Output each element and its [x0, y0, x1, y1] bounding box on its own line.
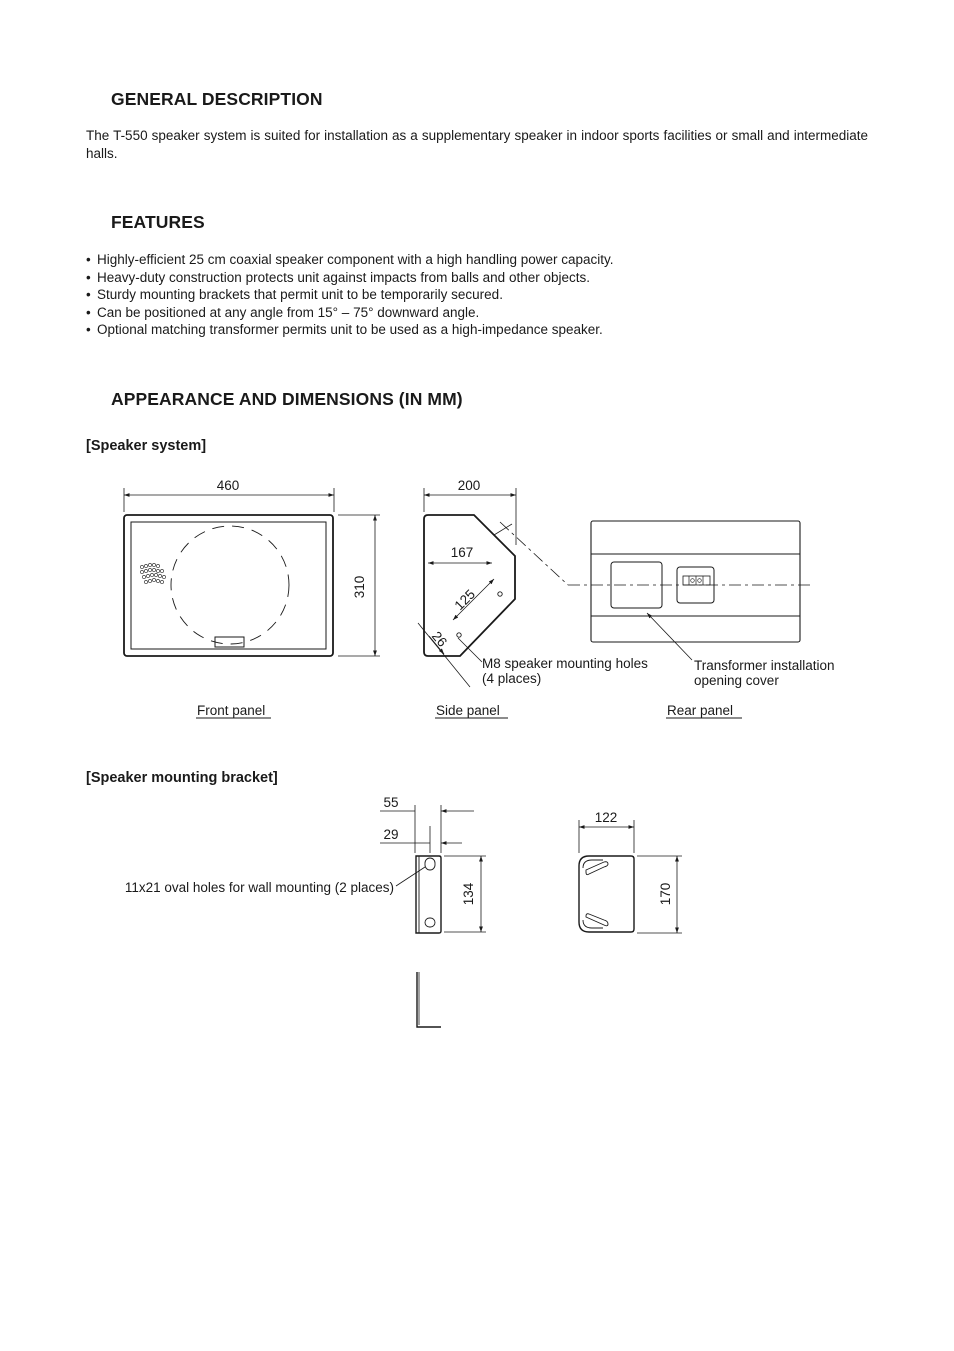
general-description-text: The T-550 speaker system is suited for installation as a supplementary speaker in indoor sports facilities or small and intermediate halls. [86, 128, 868, 161]
grille-holes [140, 563, 165, 583]
transformer-label: Transformer installation [694, 658, 835, 673]
bracket-subheading: [Speaker mounting bracket] [86, 770, 278, 786]
dim-side-hole-offset: 26 [428, 628, 451, 650]
features-heading: FEATURES [111, 212, 205, 232]
dim-front-height: 310 [352, 575, 367, 599]
feature-item: • Heavy-duty construction protects unit against impacts from balls and other objects. [86, 269, 590, 285]
general-description-heading: GENERAL DESCRIPTION [111, 89, 323, 109]
bullet-icon: • [86, 322, 91, 338]
dim-side-hole-spacing: 125 [451, 586, 479, 614]
rear-panel-caption: Rear panel [667, 703, 734, 718]
dim-170: 170 [658, 882, 673, 906]
bullet-icon: • [86, 287, 91, 303]
feature-item: • Optional matching transformer permits unit to be used as a high-impedance speaker. [86, 322, 603, 338]
dim-122: 122 [594, 810, 618, 825]
mounting-holes-count: (4 places) [482, 671, 542, 686]
dim-134: 134 [461, 882, 476, 906]
dim-side-depth: 200 [457, 478, 481, 493]
bracket-front-drawing [579, 820, 682, 933]
front-panel-drawing [124, 488, 380, 656]
side-panel-caption: Side panel [436, 703, 500, 718]
bullet-icon: • [86, 252, 91, 267]
oval-holes-label: 11x21 oval holes for wall mounting (2 places) [124, 880, 394, 895]
dim-29: 29 [383, 827, 399, 842]
dim-side-top: 167 [450, 545, 474, 560]
feature-item: • Can be positioned at any angle from 15° – 75° downward angle. [86, 304, 480, 320]
transformer-label-2: opening cover [694, 673, 779, 688]
bullet-icon: • [86, 269, 91, 285]
speaker-system-subheading: [Speaker system] [86, 438, 207, 454]
dim-front-width: 460 [216, 478, 240, 493]
bullet-icon: • [86, 304, 91, 320]
rear-panel-drawing [500, 521, 814, 660]
appearance-heading: APPEARANCE AND DIMENSIONS (IN MM) [111, 389, 463, 409]
dim-55: 55 [383, 795, 399, 810]
front-panel-caption: Front panel [197, 703, 266, 718]
feature-item: • Highly-efficient 25 cm coaxial speaker component with a high handling power capacity. [86, 252, 614, 267]
feature-item: • Sturdy mounting brackets that permit unit to be temporarily secured. [86, 287, 503, 303]
mounting-holes-label: M8 speaker mounting holes [482, 656, 648, 671]
